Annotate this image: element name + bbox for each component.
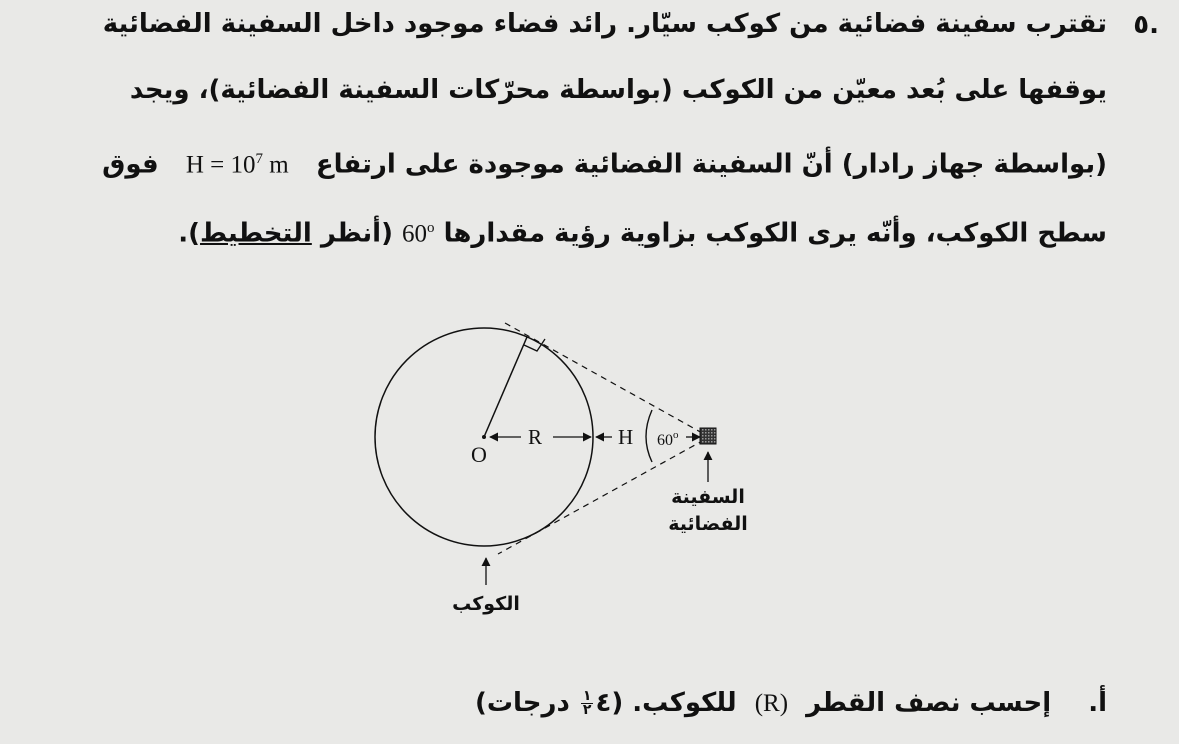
line4-ref-open: (أنظر	[320, 218, 393, 249]
radius-line	[484, 337, 527, 437]
question-a-points	[475, 688, 623, 718]
points-numerator: ١	[582, 688, 592, 704]
upper-tangent-line	[505, 323, 704, 434]
height-label: H	[618, 425, 634, 449]
line3-text-b: فوق	[102, 149, 159, 180]
problem-text-line-2: يوقفها على بُعد معيّن من الكوكب (بواسطة محرّكات السفينة الفضائية)، ويجد	[129, 75, 1107, 105]
angle-degree: o	[427, 220, 435, 236]
line4-ref-close: ).	[178, 218, 201, 249]
radius-label: R	[528, 425, 543, 449]
angle-label-number: 60	[657, 432, 673, 449]
problem-text-line-1: تقترب سفينة فضائية من كوكب سيّار. رائد فضاء موجود داخل السفينة الفضائية	[102, 9, 1107, 39]
height-exponent: 7	[255, 151, 264, 167]
height-base: H = 10	[185, 151, 256, 179]
center-point	[482, 435, 486, 439]
points-fraction	[581, 690, 594, 717]
angle-arc	[646, 410, 652, 462]
problem-number: .٥	[1133, 10, 1159, 40]
line4-text-a: سطح الكوكب، وأنّه يرى الكوكب بزاوية رؤية مقدارها	[443, 218, 1107, 249]
spaceship-label-line-2: الفضائية	[668, 513, 748, 535]
points-close: )	[475, 688, 487, 718]
points-denominator: ٢	[582, 702, 592, 718]
question-a-text-1: إحسب نصف القطر	[806, 688, 1052, 718]
points-whole: ٤	[595, 688, 612, 718]
diagram-reference: التخطيط	[200, 218, 312, 249]
height-unit: m	[269, 151, 289, 179]
question-a	[475, 683, 1107, 724]
angle-label-degree: o	[673, 429, 679, 441]
spaceship-marker	[700, 428, 716, 444]
spaceship-label-line-1: السفينة	[671, 486, 745, 508]
angle-number: 60	[402, 220, 428, 248]
points-open: (	[611, 688, 624, 718]
angle-label	[657, 429, 679, 449]
question-a-text-2: للكوكب.	[632, 688, 737, 718]
question-a-letter: أ.	[1088, 688, 1107, 718]
line3-text-a: (بواسطة جهاز رادار) أنّ السفينة الفضائية موجودة على ارتفاع	[315, 149, 1107, 180]
question-a-symbol: (R)	[754, 690, 789, 717]
center-label: O	[471, 442, 487, 467]
planet-label: الكوكب	[452, 593, 520, 615]
points-word: درجات	[486, 688, 570, 718]
